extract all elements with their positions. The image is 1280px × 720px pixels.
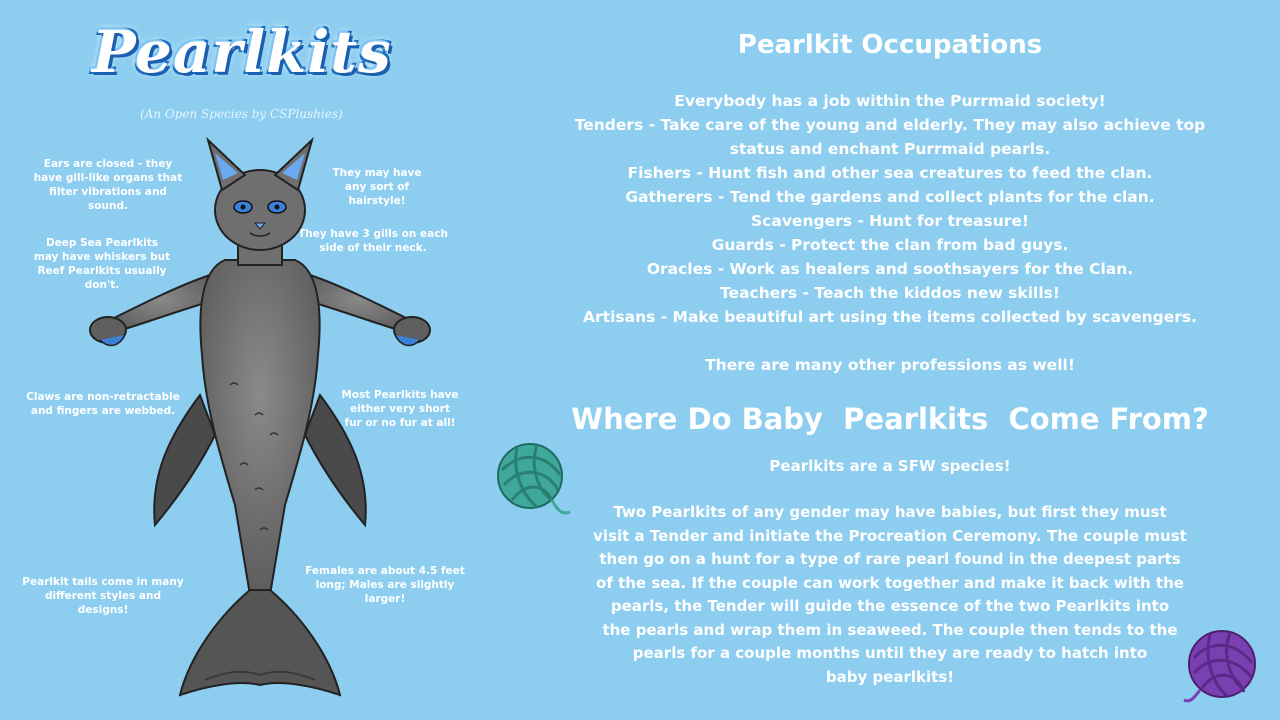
occupation-line: Artisans - Make beautiful art using the items collected by scavengers. [583,308,1197,326]
note-gills: They have 3 gills on each side of their neck. [298,228,448,254]
occupation-line: Guards - Protect the clan from bad guys. [711,236,1069,254]
sfw-note: Pearlkits are a SFW species! [769,457,1011,475]
teal-yarn-ball-icon [492,440,577,522]
note-whiskers: Deep Sea Pearlkits may have whiskers but Reef Pearlkits usually don't. [33,237,171,291]
species-subtitle: (An Open Species by CSPlushies) [140,107,343,121]
note-hairstyle: They may have any sort of hairstyle! [332,167,422,207]
species-title: Pearlkits [92,18,392,86]
occupations-list [560,89,1220,377]
story-line: visit a Tender and initiate the Procreation Ceremony. The couple must [593,526,1187,545]
occupations-heading: Pearlkit Occupations [737,30,1043,60]
note-fur: Most Pearlkits have either very short fur or no fur at all! [341,389,459,429]
occupation-line: Tenders - Take care of the young and elderly. They may also achieve top [574,116,1206,134]
babies-heading: Where Do Baby Pearlkits Come From? [571,402,1209,436]
story-line: of the sea. If the couple can work together and make it back with the [596,573,1184,592]
story-line: pearls, the Tender will guide the essence of the two Pearlkits into [610,597,1170,615]
occupation-line: Gatherers - Tend the gardens and collect plants for the clan. [625,188,1155,206]
purple-yarn-ball-icon [1182,628,1267,710]
note-claws: Claws are non-retractable and fingers are webbed. [26,391,180,417]
babies-story [590,501,1190,689]
story-line: baby pearlkits! [825,667,955,686]
note-size: Females are about 4.5 feet long; Males are slightly larger! [305,565,465,605]
story-line: pearls for a couple months until they are ready to hatch into [632,644,1148,662]
note-tails: Pearlkit tails come in many different styles and designs! [22,576,184,616]
occupations-footer: There are many other professions as well! [705,356,1075,374]
pearlkit-illustration [80,135,440,720]
story-line: the pearls and wrap them in seaweed. The couple then tends to the [602,620,1178,639]
occupation-line: Scavengers - Hunt for treasure! [751,212,1029,230]
occupation-line: Teachers - Teach the kiddos new skills! [720,284,1060,302]
story-line: then go on a hunt for a type of rare pearl found in the deepest parts [599,550,1181,568]
occupation-line: Oracles - Work as healers and soothsayers for the Clan. [646,260,1134,278]
occupation-line: status and enchant Purrmaid pearls. [729,140,1051,158]
occupation-line: Fishers - Hunt fish and other sea creatures to feed the clan. [627,164,1153,182]
note-ears: Ears are closed - they have gill-like organs that filter vibrations and sound. [33,158,183,212]
story-line: Two Pearlkits of any gender may have babies, but first they must [613,503,1167,521]
occupation-line: Everybody has a job within the Purrmaid society! [674,92,1106,110]
